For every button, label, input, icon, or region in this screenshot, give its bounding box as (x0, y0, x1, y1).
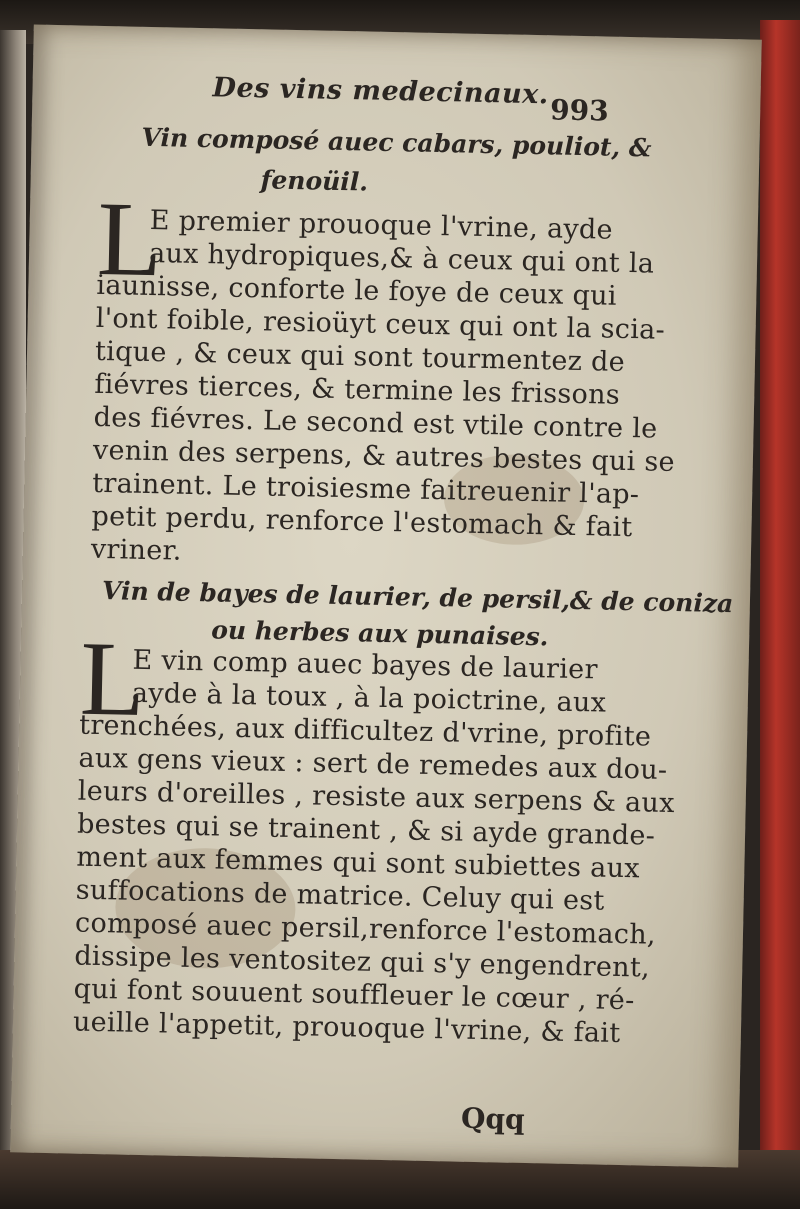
text-line: iaunisse, conforte le foye de ceux qui (96, 269, 618, 312)
page-number: 993 (549, 93, 610, 128)
text-line: dissipe les ventositez qui s'y engendrent, (74, 940, 651, 984)
text-line: aux hydropiques,& à ceux qui ont la (148, 237, 655, 280)
section-title: Vin de bayes de laurier, de persil,& de coniza (101, 576, 734, 619)
text-line: l'ont foible, resioüyt ceux qui ont la scia- (95, 302, 666, 346)
text-line: vriner. (90, 533, 183, 567)
text-line: petit perdu, renforce l'estomach & fait (91, 500, 633, 544)
running-head: Des vins medecinaux. (212, 72, 549, 111)
book-page (10, 25, 761, 1168)
text-line: suffocations de matrice. Celuy qui est (75, 874, 605, 917)
text-line: leurs d'oreilles , resiste aux serpens & aux (77, 775, 676, 820)
section-title: ou herbes aux punaises. (210, 615, 549, 652)
signature-mark: Qqq (460, 1101, 525, 1137)
drop-cap: L (78, 619, 147, 738)
text-line: trenchées, aux difficultez d'vrine, profite (78, 709, 652, 753)
text-line: ayde à la toux , à la poictrine, aux (131, 677, 607, 719)
book-cover-edge (760, 20, 800, 1170)
drop-cap: L (96, 179, 164, 299)
text-line: ueille l'appetit, prouoque l'vrine, & fait (72, 1006, 621, 1050)
section-title: fenoüil. (260, 165, 369, 197)
text-line: qui font souuent souffleuer le cœur , ré- (73, 973, 635, 1017)
text-line: E premier prouoque l'vrine, ayde (149, 204, 614, 246)
text-line: venin des serpens, & autres bestes qui se (92, 434, 676, 479)
text-line: bestes qui se trainent , & si ayde grande- (76, 808, 656, 852)
text-line: tique , & ceux qui sont tourmentez de (94, 335, 626, 378)
text-line: composé auec persil,renforce l'estomach, (74, 907, 657, 951)
text-line: ment aux femmes qui sont subiettes aux (76, 841, 641, 885)
text-line: des fiévres. Le second est vtile contre le (93, 401, 658, 445)
section-title: Vin composé auec cabars, pouliot, & (141, 122, 652, 163)
text-line: E vin comp auec bayes de laurier (132, 644, 599, 686)
text-line: trainent. Le troisiesme faitreuenir l'ap- (91, 467, 640, 511)
text-line: fiévres tierces, & termine les frissons (94, 368, 621, 411)
text-line: aux gens vieux : sert de remedes aux dou- (78, 742, 668, 786)
